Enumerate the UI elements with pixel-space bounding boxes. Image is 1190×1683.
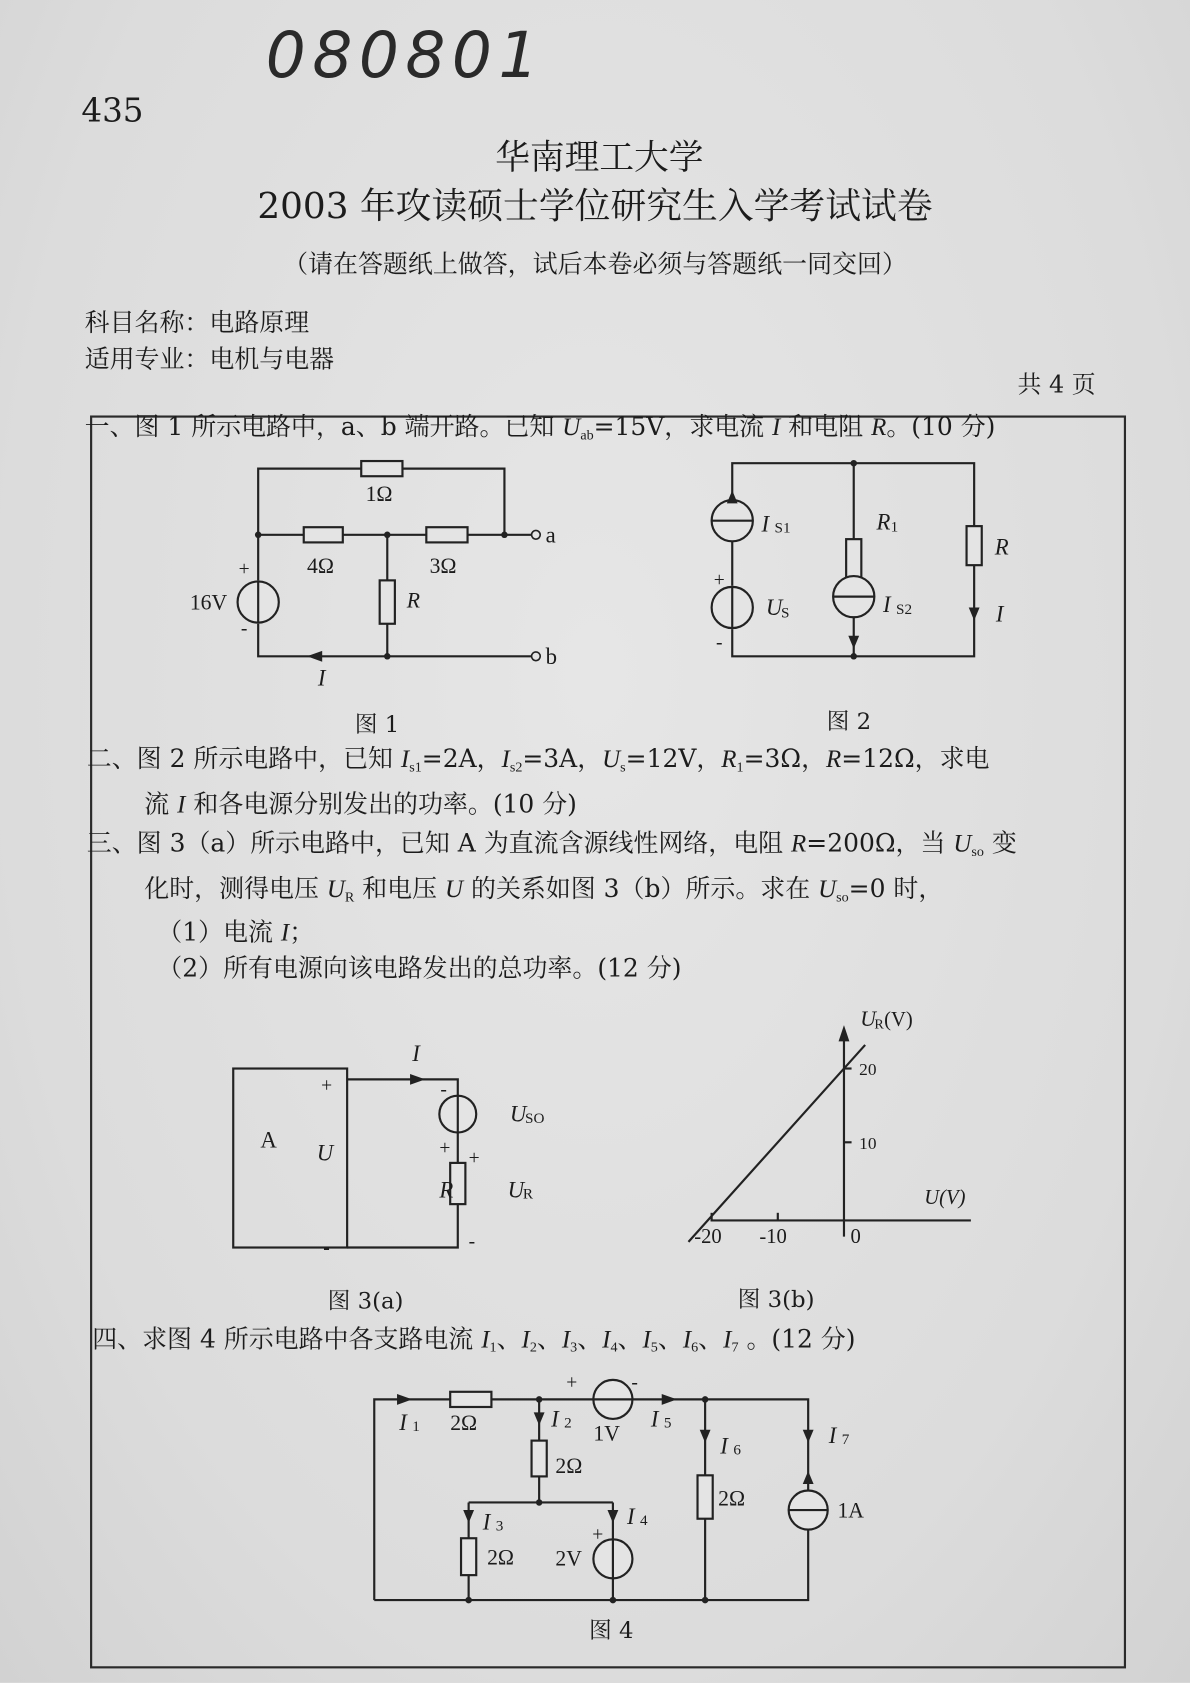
text-run: R <box>826 745 842 773</box>
label-r1-sub: 1 <box>890 518 899 536</box>
label-i7-sub: 7 <box>841 1430 850 1448</box>
text-run: 四、求图 4 所示电路中各支路电流 <box>92 1325 482 1354</box>
text-run: 流 <box>144 790 178 820</box>
plus-sign: + <box>238 558 250 580</box>
label-b: b <box>545 643 558 669</box>
label-3ohm: 3Ω <box>429 553 457 578</box>
text-run: 2 <box>529 1338 537 1355</box>
text-run: I <box>561 1325 571 1353</box>
text-run: I <box>280 918 290 946</box>
terminal-a <box>532 530 541 539</box>
text-run: =0 时， <box>848 875 944 904</box>
label-i1-sub: 1 <box>412 1417 420 1435</box>
text-run: I <box>772 413 781 441</box>
exam-title: 2003 年攻读硕士学位研究生入学考试试卷 <box>257 184 933 227</box>
text-run: 、 <box>496 1325 522 1354</box>
label-r1: 2Ω <box>450 1410 478 1435</box>
text-run: =2A， <box>421 745 502 774</box>
text-run: 的关系如图 3（b）所示。求在 <box>463 875 819 904</box>
text-run: =15V，求电流 <box>593 413 773 442</box>
text-run: =200Ω，当 <box>806 829 954 859</box>
text-run: I <box>682 1325 692 1353</box>
y-label-unit: (V) <box>884 1009 913 1032</box>
text-run: I <box>723 1325 732 1353</box>
resistor-1ohm <box>361 461 402 476</box>
university-name: 华南理工大学 <box>495 136 704 178</box>
text-run: 和电压 <box>354 875 446 904</box>
label-us0-sub: SO <box>525 1109 545 1127</box>
label-i5: I <box>650 1406 659 1432</box>
label-is1: I <box>761 511 770 537</box>
label-i6-sub: 6 <box>733 1441 741 1459</box>
label-r: R <box>994 534 1009 560</box>
fig3b-caption: 图 3(b) <box>737 1287 815 1314</box>
text-run: U <box>953 829 972 857</box>
label-a: A <box>260 1127 277 1153</box>
text-run: s1 <box>409 758 422 775</box>
label-i: I <box>412 1040 420 1066</box>
plus-sign: + <box>439 1138 451 1160</box>
text-run: 6 <box>691 1338 699 1355</box>
text-run: s <box>620 758 626 775</box>
text-run: 变 <box>983 829 1017 859</box>
resistor-r <box>380 580 395 623</box>
text-run: U <box>445 875 464 903</box>
label-is2: I <box>883 591 891 617</box>
text-run: 二、图 2 所示电路中，已知 <box>86 745 401 774</box>
text-run: 一、图 1 所示电路中，a、b 端开路。已知 <box>84 413 563 442</box>
figure-3a <box>233 1041 544 1314</box>
minus-sign: - <box>440 1079 447 1101</box>
text-run: so <box>971 842 984 860</box>
resistor-2ohm-i3 <box>461 1538 476 1575</box>
label-r6: 2Ω <box>718 1486 746 1511</box>
resistor-3ohm <box>426 527 467 542</box>
text-run: I <box>521 1325 530 1353</box>
instruction: （请在答题纸上做答，试后本卷必须与答题纸一同交回） <box>283 250 907 279</box>
text-run: I <box>481 1325 490 1353</box>
text-run: I <box>642 1325 651 1353</box>
x-tick-label: 0 <box>850 1226 861 1249</box>
text-run: 1 <box>489 1338 497 1355</box>
resistor-4ohm <box>304 527 343 542</box>
text-run: 5 <box>650 1338 658 1355</box>
text-run: I <box>400 745 410 773</box>
subject-name: 科目名称：电路原理 <box>84 309 310 338</box>
label-i5-sub: 5 <box>663 1414 672 1432</box>
terminal-b <box>532 652 541 661</box>
label-ur: U <box>507 1177 525 1203</box>
text-run: U <box>562 413 581 441</box>
text-run: U <box>602 745 621 773</box>
fig2-caption: 图 2 <box>826 708 872 735</box>
label-current-i: I <box>317 665 326 691</box>
plus-sign: + <box>713 569 725 591</box>
text-run: 7 <box>731 1338 739 1355</box>
text-run: 、 <box>657 1325 683 1354</box>
label-16v: 16V <box>189 590 228 615</box>
figure-1 <box>190 461 557 738</box>
text-run: 4 <box>610 1338 618 1355</box>
text-run: 。(12 分) <box>738 1325 856 1354</box>
label-i2: I <box>551 1406 559 1432</box>
minus-sign: - <box>631 1372 638 1394</box>
text-run: 和电阻 <box>780 413 872 442</box>
label-is2-sub: S2 <box>896 600 913 618</box>
minus-sign: - <box>468 1231 476 1253</box>
text-run: 和各电源分别发出的功率。(10 分) <box>185 790 577 820</box>
label-a: a <box>545 522 556 548</box>
resistor-2ohm-i1 <box>450 1392 491 1407</box>
figure-2 <box>712 460 1009 735</box>
applicable-major: 适用专业：电机与电器 <box>84 346 335 375</box>
y-label: U <box>860 1007 876 1032</box>
text-run: 1 <box>736 758 744 775</box>
text-run: 。(10 分) <box>886 413 996 442</box>
text-run: （2）所有电源向该电路发出的总功率。(12 分) <box>157 954 682 983</box>
text-run: R <box>791 829 807 857</box>
minus-sign: - <box>323 1238 330 1260</box>
text-run: ； <box>289 918 315 948</box>
text-run: 3 <box>570 1338 578 1355</box>
text-run: =3A， <box>522 745 603 774</box>
text-run: I <box>501 745 510 773</box>
label-ur-sub: R <box>522 1185 533 1203</box>
label-us0: U <box>509 1101 527 1127</box>
label-r: R <box>439 1177 454 1203</box>
label-i3: I <box>482 1509 491 1535</box>
text-run: 、 <box>536 1325 562 1354</box>
x-label: U(V) <box>924 1187 966 1210</box>
label-i6: I <box>720 1433 728 1459</box>
label-us: U <box>765 595 783 621</box>
label-i1: I <box>399 1409 407 1435</box>
fig3a-caption: 图 3(a) <box>327 1288 404 1315</box>
plus-sign: + <box>468 1147 480 1169</box>
text-run: 、 <box>617 1325 643 1354</box>
label-r3: 2Ω <box>487 1545 515 1570</box>
page-count: 共 4 页 <box>1017 372 1096 400</box>
y-axis-arrow-icon <box>839 1025 850 1041</box>
label-i2-sub: 2 <box>564 1414 572 1432</box>
label-1ohm: 1Ω <box>365 482 393 507</box>
text-run: s2 <box>509 758 523 775</box>
resistor-2ohm-i2 <box>532 1441 547 1477</box>
current-arrow-icon <box>307 651 322 662</box>
text-run: I <box>177 790 186 818</box>
label-is1-sub: S1 <box>774 519 791 537</box>
y-tick-label: 20 <box>859 1060 877 1080</box>
resistor-2ohm-i6 <box>698 1475 713 1518</box>
text-run: 、 <box>698 1325 724 1354</box>
text-run: ab <box>580 426 594 443</box>
minus-sign: - <box>715 632 723 654</box>
label-i7: I <box>828 1422 837 1448</box>
resistor-r <box>967 526 982 565</box>
plus-sign: + <box>592 1524 604 1546</box>
label-r1: R <box>876 509 891 535</box>
text-run: I <box>602 1325 611 1353</box>
plus-sign: + <box>321 1075 333 1097</box>
text-run: so <box>836 888 849 905</box>
fig4-caption: 图 4 <box>589 1618 634 1645</box>
figure-3b <box>688 1007 970 1313</box>
label-u: U <box>316 1140 334 1166</box>
text-run: 化时，测得电压 <box>144 875 327 904</box>
figure-4 <box>374 1373 864 1645</box>
minus-sign: - <box>240 618 248 640</box>
label-r2: 2Ω <box>555 1454 583 1479</box>
label-i4: I <box>627 1504 635 1530</box>
text-run: =12V， <box>625 745 722 774</box>
text-run: U <box>818 875 837 903</box>
plus-sign: + <box>566 1372 578 1394</box>
label-1a: 1A <box>837 1498 864 1523</box>
y-tick-label: 10 <box>859 1133 877 1153</box>
label-4ohm: 4Ω <box>306 553 334 578</box>
x-tick-label: -20 <box>694 1226 722 1249</box>
label-current-i: I <box>995 601 1004 627</box>
fig1-caption: 图 1 <box>354 712 400 739</box>
text-run: R <box>721 745 737 773</box>
label-r: R <box>406 588 421 613</box>
label-us-sub: S <box>781 604 790 622</box>
label-2v: 2V <box>555 1546 582 1571</box>
handwritten-code: 080801 <box>265 18 546 93</box>
text-run: U <box>326 875 345 903</box>
text-run: R <box>871 413 887 441</box>
ur-u-line <box>688 1045 865 1242</box>
text-run: R <box>344 888 355 905</box>
text-run: =3Ω， <box>743 745 827 774</box>
y-label-sub: R <box>874 1016 884 1033</box>
text-run: 三、图 3（a）所示电路中，已知 A 为直流含源线性网络，电阻 <box>86 829 792 859</box>
page-code: 435 <box>81 92 144 131</box>
label-1v: 1V <box>593 1421 620 1446</box>
label-i3-sub: 3 <box>495 1517 504 1535</box>
x-tick-label: -10 <box>759 1226 787 1249</box>
text-run: 、 <box>577 1325 603 1354</box>
text-run: （1）电流 <box>157 918 281 948</box>
label-i4-sub: 4 <box>640 1512 648 1530</box>
text-run: =12Ω，求电 <box>841 745 990 774</box>
